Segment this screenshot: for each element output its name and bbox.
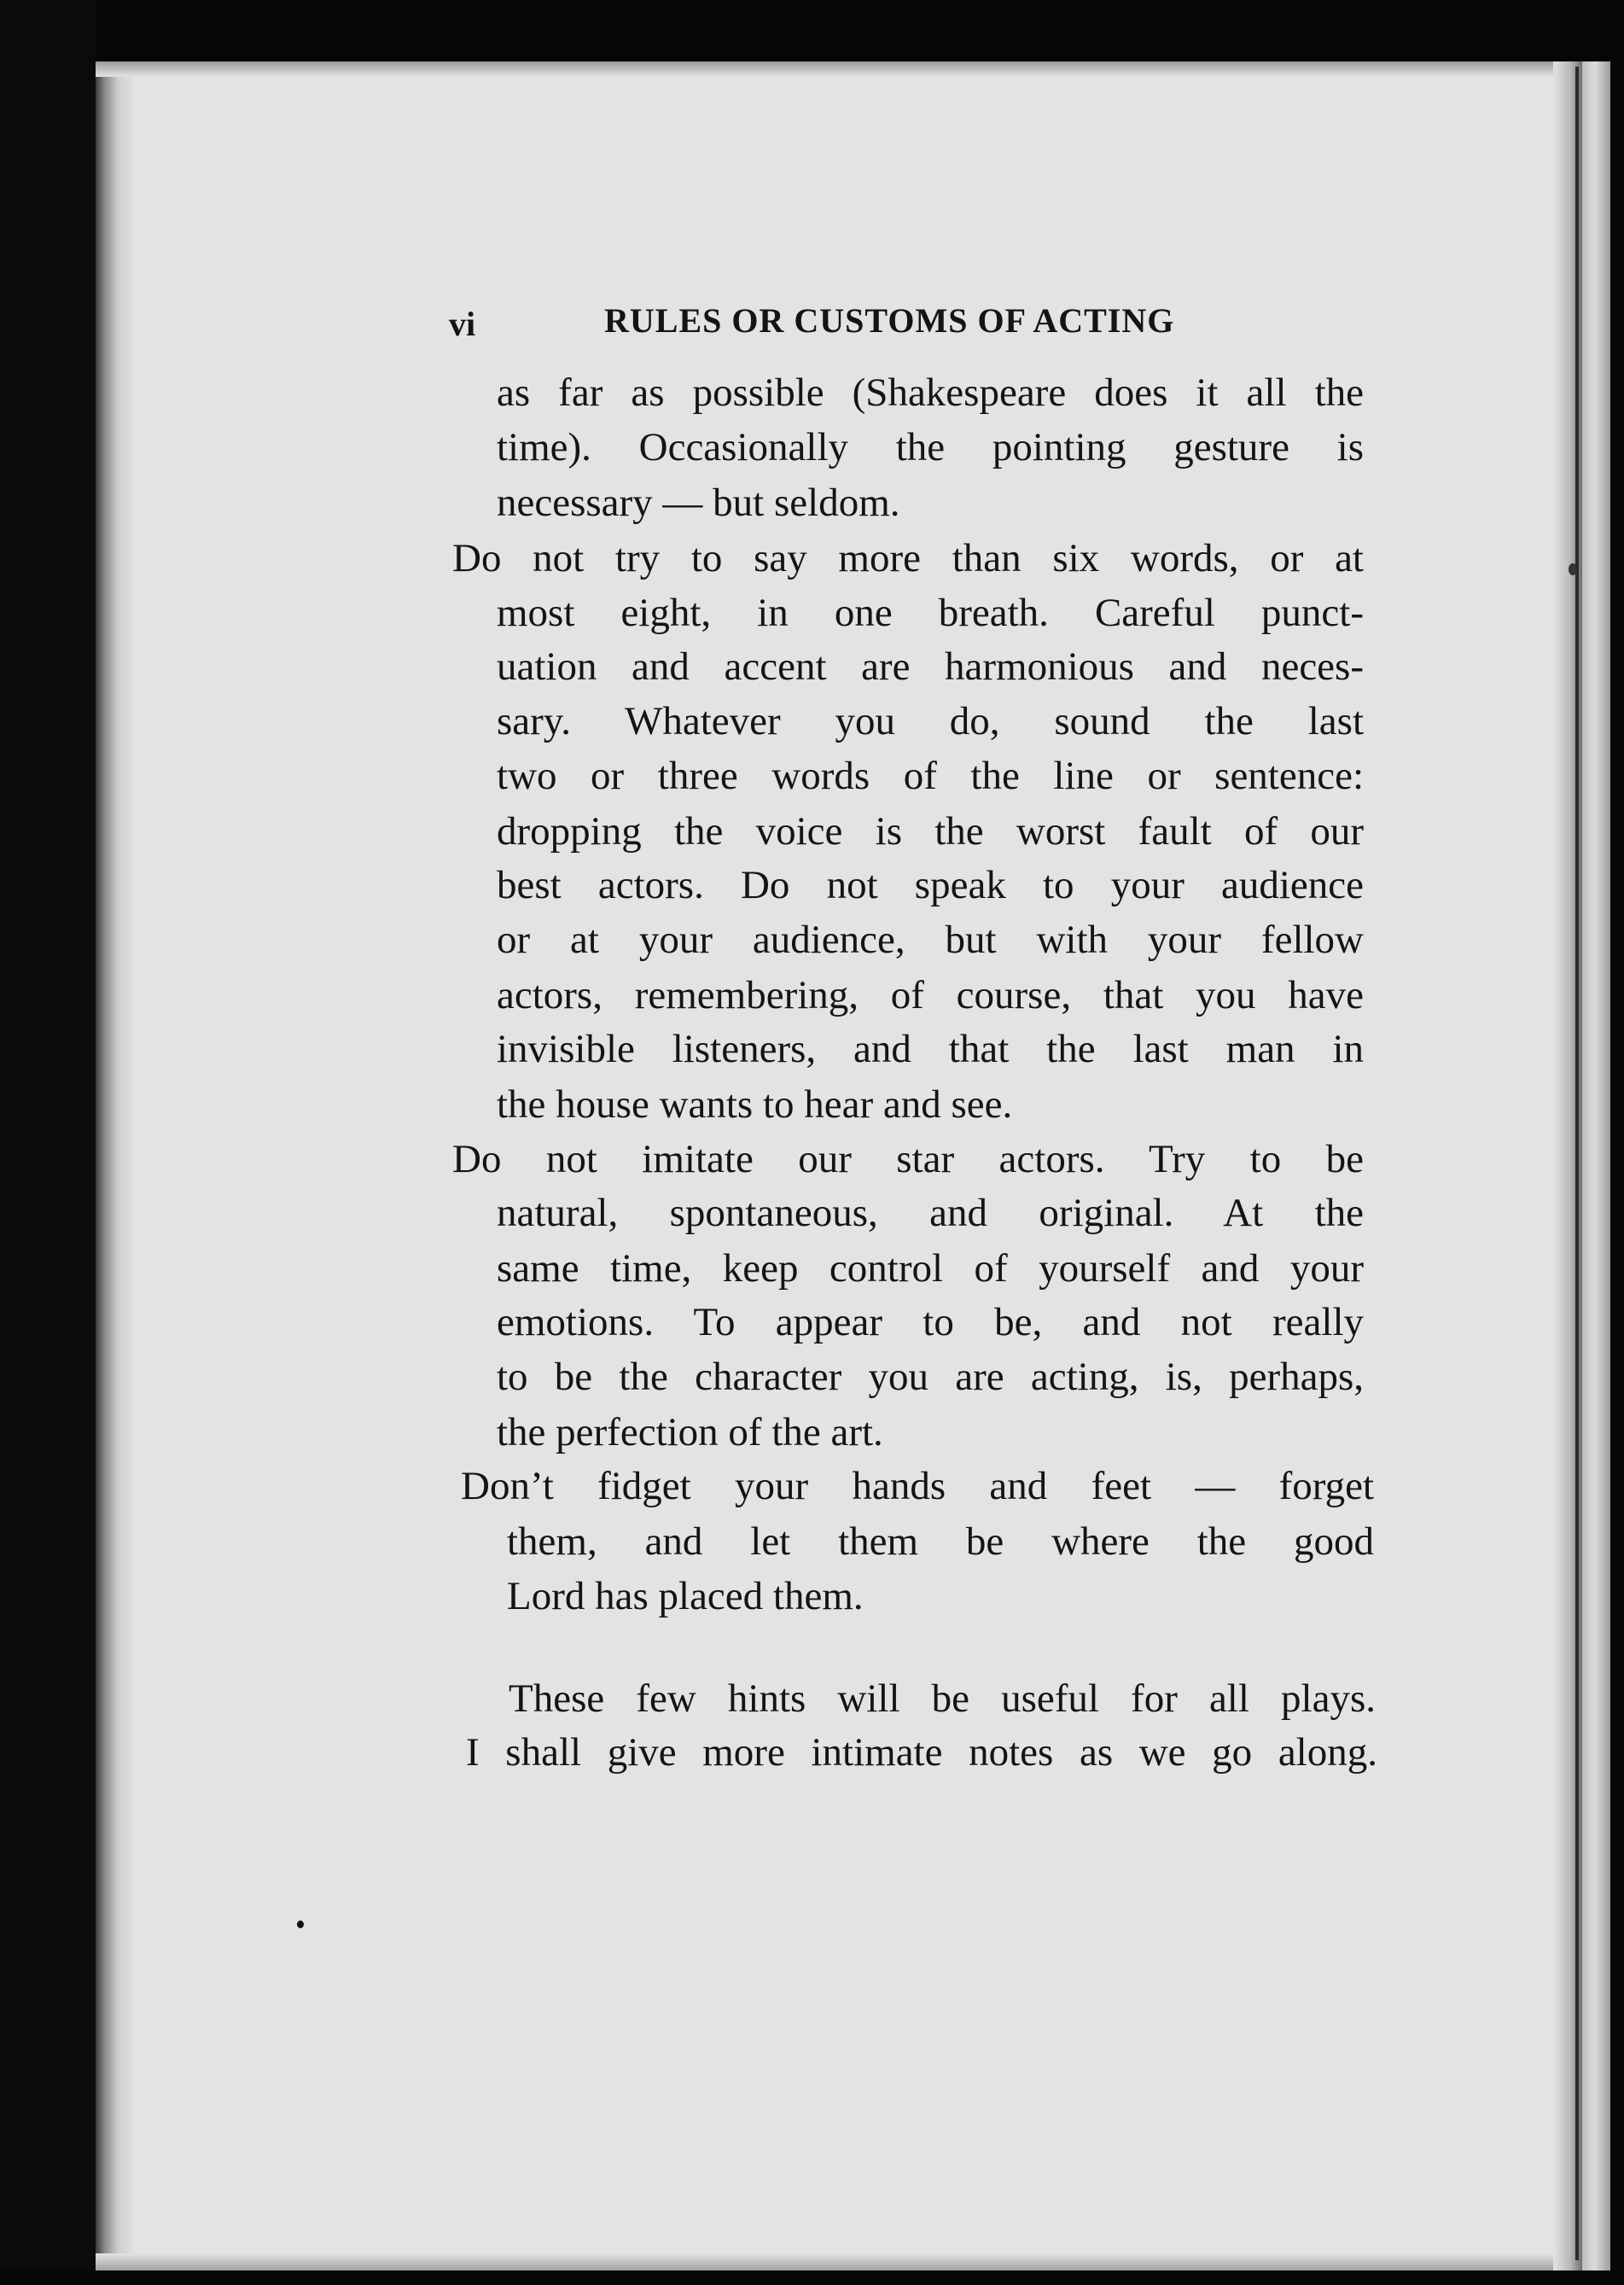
text-line: same time, keep control of yourself and your xyxy=(497,1246,1364,1291)
text-line: to be the character you are acting, is, perhaps, xyxy=(497,1355,1364,1399)
text-line: the perfection of the art. xyxy=(497,1410,883,1454)
text-line: best actors. Do not speak to your audience xyxy=(497,863,1364,907)
text-line: or at your audience, but with your fellow xyxy=(497,918,1364,962)
text-line: uation and accent are harmonious and neces- xyxy=(497,644,1364,689)
text-line: two or three words of the line or sentence: xyxy=(497,754,1364,798)
text-line: natural, spontaneous, and original. At the xyxy=(497,1191,1364,1235)
ink-speck xyxy=(297,1921,304,1928)
running-title: RULES OR CUSTOMS OF ACTING xyxy=(604,301,1175,340)
text-line: time). Occasionally the pointing gesture is xyxy=(497,425,1364,469)
text-line: invisible listeners, and that the last man in xyxy=(497,1027,1364,1071)
text-line: the house wants to hear and see. xyxy=(497,1082,1013,1127)
closing-line: I shall give more intimate notes as we go along. xyxy=(466,1730,1377,1775)
page-top-edge xyxy=(96,61,1582,77)
page-bottom-edge xyxy=(96,2253,1582,2270)
scan-right-border xyxy=(1610,0,1624,2285)
text-line: sary. Whatever you do, sound the last xyxy=(497,699,1364,743)
text-line: most eight, in one breath. Careful punct- xyxy=(497,591,1364,635)
page-left-edge xyxy=(96,61,137,2270)
text-line: Do not try to say more than six words, or at xyxy=(452,536,1364,580)
text-line: Do not imitate our star actors. Try to be xyxy=(452,1137,1364,1181)
ink-speck xyxy=(1569,563,1577,575)
text-line: emotions. To appear to be, and not really xyxy=(497,1300,1364,1344)
text-line: them, and let them be where the good xyxy=(507,1519,1374,1564)
scan-left-border xyxy=(0,0,96,2285)
closing-line: These few hints will be useful for all plays. xyxy=(509,1676,1376,1721)
scan-top-border xyxy=(0,0,1624,61)
page-number: vi xyxy=(449,305,476,343)
gutter-line xyxy=(1575,67,1579,2260)
scan-bottom-border xyxy=(0,2270,1624,2285)
text-line: Lord has placed them. xyxy=(507,1574,864,1618)
text-line: Don’t fidget your hands and feet — forget xyxy=(461,1464,1374,1508)
text-line: dropping the voice is the worst fault of our xyxy=(497,809,1364,854)
text-line: actors, remembering, of course, that you have xyxy=(497,973,1364,1017)
text-line: necessary — but seldom. xyxy=(497,481,900,525)
next-page-strip xyxy=(1582,61,1610,2270)
text-line: as far as possible (Shakespeare does it all the xyxy=(497,370,1364,415)
